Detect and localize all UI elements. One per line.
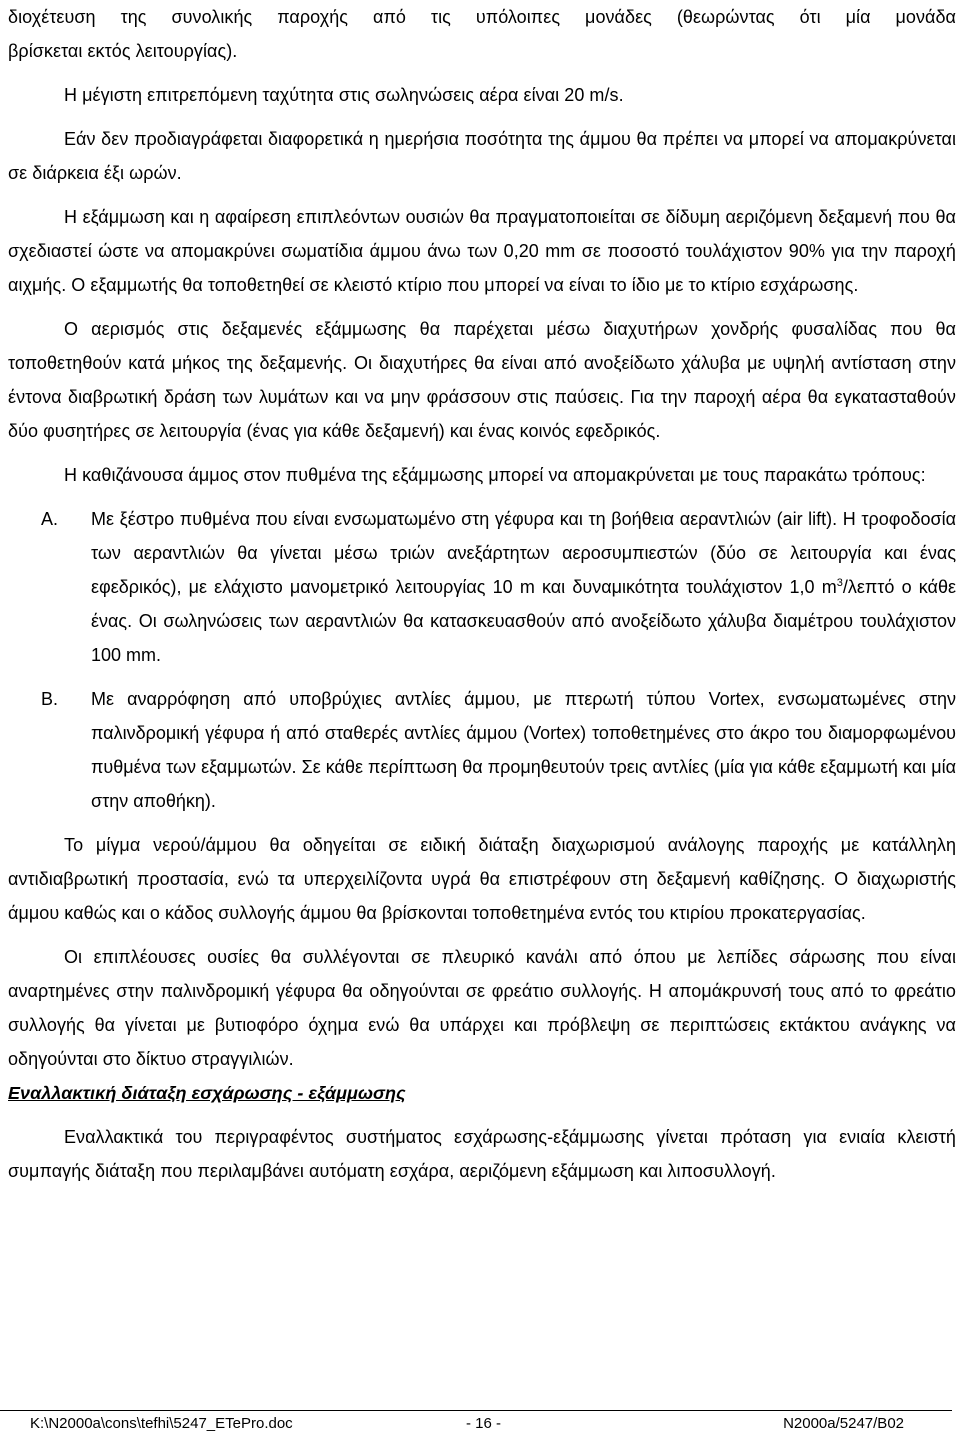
paragraph-grit-removal: Η εξάμμωση και η αφαίρεση επιπλεόντων ουσιών θα πραγματοποιείται σε δίδυμη αεριζόμενη δεξαμενή που θα σχεδιαστεί ώστε να απομακρύνει σωματίδια άμμου άνω των 0,20 mm σε ποσοστό τουλάχιστον 90% για την παροχή αιχμής. Ο εξαμμωτής θα τοποθετηθεί σε κλειστό κτίριο που μπορεί να είναι το ίδιο με το κτίριο εσχάρωσης. <box>8 207 956 295</box>
paragraph-separator: Το μίγμα νερού/άμμου θα οδηγείται σε ειδική διάταξη διαχωρισμού ανάλογης παροχής με κατάλληλη αντιδιαβρωτική προστασία, ενώ τα υπερχειλίζοντα υγρά θα επιστρέφουν στη δεξαμενή καθίζησης. Ο διαχωριστής άμμου καθώς και ο κάδος συλλογής άμμου θα βρίσκονται τοποθετημένα εντός του κτιρίου προκατεργασίας. <box>8 835 956 923</box>
footer-file-path: K:\N2000a\cons\tefhi\5247_ETePro.doc <box>30 1415 293 1432</box>
paragraph-aeration: Ο αερισμός στις δεξαμενές εξάμμωσης θα παρέχεται μέσω διαχυτήρων χονδρής φυσαλίδας που θα τοποθετηθούν κατά μήκος της δεξαμενής. Οι διαχυτήρες θα είναι από ανοξείδωτο χάλυβα με υψηλή αντίσταση στην έντονα διαβρωτική δράση των λυμάτων και να μην φράσσουν στις παύσεις. Για την παροχή αέρα θα εγκατασταθούν δύο φυσητήρες σε λειτουργία (ένας για κάθε δεξαμενή) και ένας κοινός εφεδρικός. <box>8 319 956 441</box>
list-marker-b: Β. <box>41 689 59 709</box>
paragraph-floating-substances: Οι επιπλέουσες ουσίες θα συλλέγονται σε πλευρικό κανάλι από όπου με λεπίδες σάρωσης που είναι αναρτημένες στην παλινδρομική γέφυρα θα οδηγούνται σε φρεάτιο συλλογής. Η απομάκρυνσή τους από το φρεάτιο συλλογής θα γίνεται με βυτιοφόρο όχημα ενώ θα υπάρχει και πρόβλεψη σε περιπτώσεις εκτάκτου ανάγκης να οδηγούνται στο δίκτυο στραγγιλιών. <box>8 947 956 1069</box>
paragraph-continuation-line-2: βρίσκεται εκτός λειτουργίας). <box>8 41 238 61</box>
paragraph-air-velocity: Η μέγιστη επιτρεπόμενη ταχύτητα στις σωληνώσεις αέρα είναι 20 m/s. <box>64 85 624 105</box>
list-item-a <box>8 502 956 672</box>
page-footer <box>0 1410 952 1432</box>
list-item-b <box>8 682 956 818</box>
list-item-a-text-part-1: Με ξέστρο πυθμένα που είναι ενσωματωμένο στη γέφυρα και τη βοήθεια αεραντλιών (air lift). Η τροφοδοσία των αεραντλιών θα γίνεται μέσω τριών ανεξάρτητων αεροσυμπιεστών (δύο σε λειτουργία και ένας εφεδρικός), με ελάχιστο μανομετρικό λειτουργίας 10 m και δυναμικότητα τουλάχιστον 1,0 m <box>91 509 956 597</box>
footer-page-number: - 16 - <box>466 1415 502 1432</box>
document-page <box>8 0 956 1188</box>
paragraph-sand-removal-time: Εάν δεν προδιαγράφεται διαφορετικά η ημερήσια ποσότητα της άμμου θα πρέπει να μπορεί να απομακρύνεται σε διάρκεια έξι ωρών. <box>8 129 956 183</box>
superscript-cubic: 3 <box>836 577 843 589</box>
paragraph-continuation-line-1: διοχέτευση της συνολικής παροχής από τις υπόλοιπες μονάδες (θεωρώντας ότι μία μονάδα <box>8 7 956 27</box>
paragraph-continuation-end <box>8 34 956 68</box>
paragraph-alternative: Εναλλακτικά του περιγραφέντος συστήματος εσχάρωσης-εξάμμωσης γίνεται πρόταση για ενιαία κλειστή συμπαγής διάταξη που περιλαμβάνει αυτόματη εσχάρα, αεριζόμενη εξάμμωση και λιποσυλλογή. <box>8 1127 956 1181</box>
paragraph-sand-removal-methods: Η καθιζάνουσα άμμος στον πυθμένα της εξάμμωσης μπορεί να απομακρύνεται με τους παρακάτω τρόπους: <box>64 465 926 485</box>
paragraph-continuation <box>8 0 956 34</box>
footer-reference: N2000a/5247/B02 <box>783 1415 904 1432</box>
list-item-b-text: Με αναρρόφηση από υποβρύχιες αντλίες άμμου, με πτερωτή τύπου Vortex, ενσωματωμένες στην παλινδρομική γέφυρα ή από σταθερές αντλίες άμμου (Vortex) τοποθετημένες στο άκρο του διαμορφωμένου πυθμένα των εξαμμωτών. Σε κάθε περίπτωση θα προμηθευτούν τρεις αντλίες (μία για κάθε εξαμμωτή και μία στην αποθήκη). <box>91 689 956 811</box>
list-item-a-text-part-2: /λεπτό ο κάθε ένας. Οι σωληνώσεις των αεραντλιών θα κατασκευασθούν από ανοξείδωτο χάλυβα διαμέτρου τουλάχιστον 100 mm. <box>91 577 956 665</box>
list-marker-a: Α. <box>41 509 59 529</box>
section-heading: Εναλλακτική διάταξη εσχάρωσης - εξάμμωσης <box>8 1083 406 1103</box>
list-item-a-text <box>91 502 956 672</box>
